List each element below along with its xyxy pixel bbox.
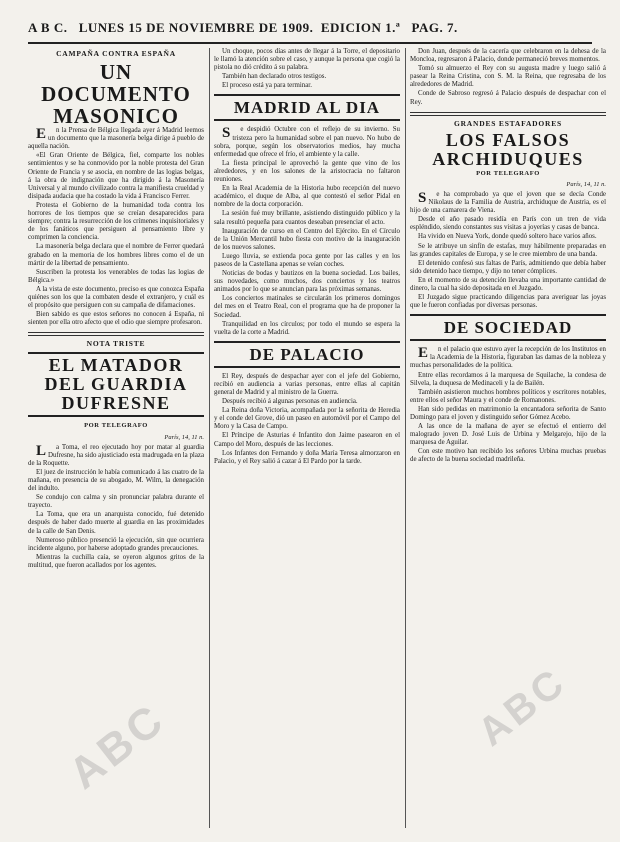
paragraph: Tomó su almuerzo el Rey con su augusta madre y luego salió á pasear la Reina Cristina, con S. M. la Reina, que regresaba de los alrededores de Madrid. [410,65,606,89]
section-separator [410,112,606,116]
paragraph: Se le atribuye un sinfín de estafas, muy hábilmente preparadas en las grandes capitales de Europa, y se le cree miembro de una banda. [410,242,606,258]
column-divider [405,48,406,828]
paragraph: Suscriben la protesta los venerables de todas las logias de Bélgica.» [28,268,204,284]
article-dateline: París, 14, 11 n. [566,180,606,188]
paragraph: En la Prensa de Bélgica llegada ayer á Madrid leemos un documento que la masonería belga dirige á pueblo de aquella nación. [28,126,204,151]
article-body [28,444,204,570]
paragraph: Ha vivido en Nueva York, donde quedó soltero hace varios años. [418,233,597,241]
paragraph: Desde el año pasado residía en París con un tren de vida espléndido, siendo constantes sus visitas a joyerías y casas de banca. [410,216,606,232]
paragraph: Los conciertos matinales se circularán los primeros domingos del mes en el Teatro Real, con el programa que ha de proponer la Sociedad. [214,295,400,319]
paragraph: El Rey, después de despachar ayer con el jefe del Gobierno, recibió en audiencia a varias personas, entre ellas al capitán general de Madrid y al ministro de la Guerra. [214,372,400,396]
publication-name: A B C. [28,20,68,35]
paragraph: Han sido pedidas en matrimonio la encantadora señorita de Santo Domingo para el joven y distinguido señor Gómez Acebo. [410,405,606,421]
headline-box [214,94,400,121]
paragraph: Mientras la cuchilla caía, se oyeron algunos gritos de la multitud, que fueron acallados por los agentes. [28,553,204,569]
headline-box [410,314,606,341]
paragraph: La Toma, el reo ejecutado hoy por matar al guardia Dufresne, ha sido ajusticiado esta madrugada en la plaza de la Roquette. [28,442,204,467]
paragraph: También asistieron muchos hombres políticos y escritores notables, entre ellos el señor Maura y el conde de Romanones. [410,388,606,404]
headline-box [28,352,204,417]
paragraph: «El Gran Oriente de Bélgica, fiel, comparte los nobles sentimientos y se ha conmovido por la noble protesta del Gran Oriente de Francia y se asocia, en nombre de las logias belgas, á la obra de indignación que ha dirigido á la Masonería Universal y al mundo civilizado contra la manifiesta crueldad y disipada audacia que ha costado la vida á Francisco Ferrer. [28,152,204,200]
article-body [214,126,400,336]
article-kicker: NOTA TRISTE [86,339,146,349]
paragraph: La Toma, que era un anarquista conocido, fué detenido después de haber dado muerte al guardia en las proximidades de la calle de San Denis. [28,511,204,535]
headline-box [214,341,400,368]
paragraph: A las once de la mañana de ayer se efectuó el entierro del malogrado joven D. José Luis de Urbina y Melgarejo, hijo de la marquesa de Aguilar. [410,423,606,447]
article-body [28,127,204,327]
paragraph: Se condujo con calma y sin pronunciar palabra durante el trayecto. [28,494,204,510]
masthead [28,20,592,44]
paragraph: La Reina doña Victoria, acompañada por la señorita de Heredia y el conde del Grove, dió un paseo en automóvil por el Campo del Moro y la Casa de Campo. [214,407,400,431]
paragraph: La sesión fué muy brillante, asistiendo distinguido público y la sala resultó pequeña para cuantos deseaban presenciar el acto. [214,210,400,226]
article-headline: UN DOCUMENTO MASONICO [41,60,191,129]
article-body [410,191,606,310]
paragraph: El proceso está ya para terminar. [222,82,312,90]
column-1 [28,48,204,828]
paragraph: Después recibió á algunas personas en audiencia. [222,398,358,406]
paragraph: En el momento de su detención llevaba una importante cantidad de dinero, la cual ha sido depositada en el Juzgado. [410,276,606,292]
article-continuation [214,48,400,90]
paragraph: En el palacio que estuvo ayer la recepción de los Institutos en la Academia de la Historia, figuraban las damas de la nobleza y muchas personalidades de la política. [410,345,606,370]
issue-date: LUNES 15 DE NOVIEMBRE DE 1909. [78,20,314,35]
paragraph: El juez de instrucción le había comunicado á las cuatro de la mañana, en presencia de su abogado, M. Wilm, la denegación del indulto. [28,468,204,493]
paragraph: Noticias de bodas y bautizos en la buena sociedad. Los bailes, sus novedades, como muchos, dos conciertos y los teatros animados por lo que se anuncian para las próximas semanas. [214,270,400,294]
paragraph: Los Infantes don Fernando y doña María Teresa almorzaron en Palacio, y el Rey salió á cazar á El Pardo por la tarde. [214,449,400,465]
article-headline: LOS FALSOS ARCHIDUQUES [432,129,584,169]
article-dateline: París, 14, 11 n. [164,433,204,441]
column-2 [214,48,400,828]
article-headline: DE SOCIEDAD [443,318,573,338]
paragraph: El detenido confesó sus faltas de París, admitiendo que debía haber sido detenido hace tiempo, y dijo no tener cómplices. [410,259,606,275]
watermark-stamp: ABC [470,659,575,755]
article-kicker: CAMPAÑA CONTRA ESPAÑA [56,49,176,58]
article-continuation [410,48,606,107]
paragraph: Con este motivo han recibido los señores Urbina muchas pruebas de afecto de la buena sociedad madrileña. [410,448,606,464]
article-headline: MADRID AL DIA [233,98,381,118]
article-byline: POR TELEGRAFO [476,169,540,177]
paragraph: Protesta el Gobierno de la humanidad toda contra los horrores de los tiempos que se creían desaparecidos para siempre; contra la resurrección de los crímenes inquisitoriales y de los fanáticos que persiguen al pensamiento libre y comprimen la conciencia. [28,201,204,242]
paragraph: Se despidió Octubre con el reflejo de su invierno. Su tristeza pero la humanidad sobre el pan nuevo. No hubo de sobra, porque, según los observatorios medios, hay mucha enfermedad que ofrece el frío, el ambiente y la calle. [214,125,400,158]
paragraph: Numeroso público presenció la ejecución, sin que ocurriera incidente alguno, por haberse adoptado grandes precauciones. [28,536,204,552]
article-byline: POR TELEGRAFO [84,422,148,430]
paragraph: A la vista de este documento, preciso es que conozca España quiénes son los que la combaten desde el extranjero, y cuál es el propósito que persiguen con su campaña de difamaciones. [28,285,204,310]
paragraph: Bien sabido es que estos señores no conocen á España, ni sienten por ella otro afecto que el odio que siempre profesaron. [28,311,204,327]
watermark-stamp: ABC [60,693,175,799]
article-headline: EL MATADOR DEL GUARDIA DUFRESNE [44,355,188,414]
paragraph: El Príncipe de Asturias é Infantito don Jaime pasearon en el Campo del Moro, después de las lecciones. [214,432,400,448]
article-kicker: GRANDES ESTAFADORES [453,118,563,128]
paragraph: En la Real Academia de la Historia hubo recepción del nuevo académico, el duque de Alba, al que contestó el señor Pidal en nombre de la docta corporación. [214,185,400,209]
paragraph: Tranquilidad en los círculos; por todo el mundo se espera la vuelta de la corte a Madrid. [214,320,400,336]
paragraph: La masonería belga declara que el nombre de Ferrer quedará grabado en la memoria de los hombres libres como el de un mártir de la libertad de pensamiento. [28,243,204,267]
column-divider [209,48,210,828]
edition-label: EDICION 1.ª [320,20,401,35]
paragraph: Inauguración de curso en el Centro del Ejército. En el Círculo de la Unión Mercantil hubo fiesta con motivo de la inauguración de los nuevos salones. [214,227,400,251]
article-body [410,346,606,464]
paragraph: Don Juan, después de la cacería que celebraron en la dehesa de la Moncloa, regresaron á Palacio, donde permaneció breves momentos. [410,48,606,64]
paragraph: Entre ellas recordamos á la marquesa de Squilache, la condesa de Silvela, la duquesa de Medinaceli y la de Bailén. [410,371,606,387]
paragraph: El Juzgado sigue practicando diligencias para averiguar las joyas que le fueron confiadas por diversas personas. [410,294,606,310]
article-body [214,373,400,466]
paragraph: Un choque, pocos días antes de llegar á la Torre, el depositario le llamó la atención sobre el caso, y aunque la persona que cogió la pistola no dió crédito á su palabra. [214,48,400,72]
paragraph: Se ha comprobado ya que el joven que se decía Conde Nikolaus de la Familia de Austria, archiduque de Austria, es el hijo de una camarera de Viena. [410,189,606,215]
paragraph: Luego lluvia, se extienda poca gente por las calles y en los paseos de la Castellana apenas se veían coches. [214,252,400,268]
article-headline: DE PALACIO [249,344,365,364]
section-separator [28,332,204,336]
paragraph: Conde de Sabroso regresó á Palacio después de despachar con el Rey. [410,90,606,106]
paragraph: También han declarado otros testigos. [222,73,327,81]
paragraph: La fiesta principal le aprovechó la gente que vino de los alrededores, y en los salones de la aristocracia no faltaron reuniones. [214,159,400,184]
page-number: PAG. 7. [411,20,458,35]
